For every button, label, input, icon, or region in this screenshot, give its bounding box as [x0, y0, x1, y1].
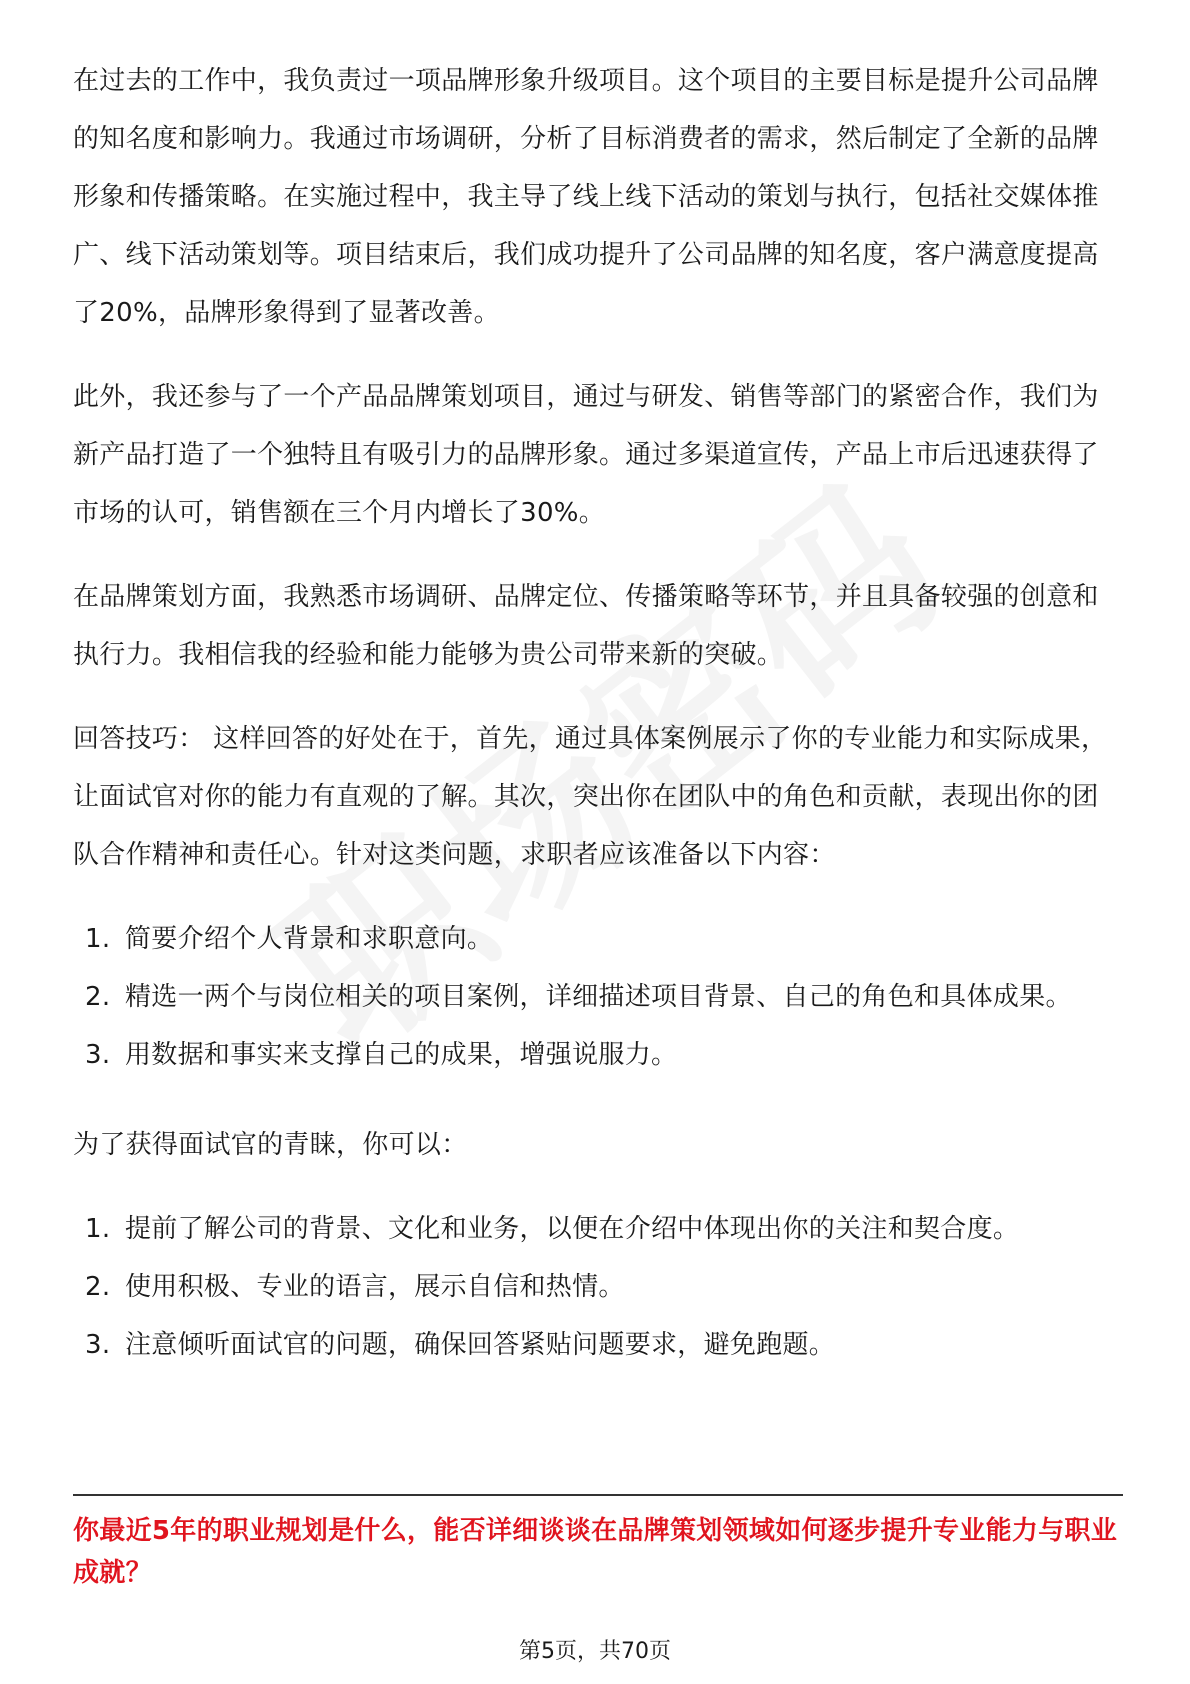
list-text: 精选一两个与岗位相关的项目案例，详细描述项目背景、自己的角色和具体成果。 — [125, 982, 1072, 1012]
list-number: 3. — [85, 1330, 111, 1360]
page-number: 第5页，共70页 — [519, 1639, 671, 1664]
paragraph-3: 在品牌策划方面，我熟悉市场调研、品牌定位、传播策略等环节，并且具备较强的创意和执行力。我相信我的经验和能力能够为贵公司带来新的突破。 — [73, 582, 1099, 670]
list-text: 注意倾听面试官的问题，确保回答紧贴问题要求，避免跑题。 — [125, 1330, 836, 1360]
tips-intro: 为了获得面试官的青睐，你可以： — [73, 1130, 468, 1160]
next-question-heading: 你最近5年的职业规划是什么，能否详细谈谈在品牌策划领域如何逐步提升专业能力与职业成就？ — [73, 1516, 1118, 1588]
list-item — [73, 1200, 1123, 1258]
list-number: 2. — [85, 982, 111, 1012]
list-item — [73, 910, 1123, 968]
list-item — [73, 1316, 1123, 1374]
tips-list — [73, 1200, 1123, 1374]
list-item — [73, 1258, 1123, 1316]
list-item — [73, 968, 1123, 1026]
paragraph-1: 在过去的工作中，我负责过一项品牌形象升级项目。这个项目的主要目标是提升公司品牌的知名度和影响力。我通过市场调研，分析了目标消费者的需求，然后制定了全新的品牌形象和传播策略。在实施过程中，我主导了线上线下活动的策划与执行，包括社交媒体推广、线下活动策划等。项目结束后，我们成功提升了公司品牌的知名度，客户满意度提高了20%，品牌形象得到了显著改善。 — [73, 66, 1099, 328]
document-body — [73, 52, 1123, 1406]
list-text: 用数据和事实来支撑自己的成果，增强说服力。 — [125, 1040, 678, 1070]
list-item — [73, 1026, 1123, 1084]
answer-tips: 回答技巧： 这样回答的好处在于，首先，通过具体案例展示了你的专业能力和实际成果，让面试官对你的能力有直观的了解。其次，突出你在团队中的角色和贡献，表现出你的团队合作精神和责任心。针对这类问题，求职者应该准备以下内容： — [73, 724, 1108, 870]
section-divider — [73, 1494, 1123, 1496]
preparation-list — [73, 910, 1123, 1084]
list-text: 提前了解公司的背景、文化和业务，以便在介绍中体现出你的关注和契合度。 — [125, 1214, 1020, 1244]
list-text: 使用积极、专业的语言，展示自信和热情。 — [125, 1272, 625, 1302]
list-text: 简要介绍个人背景和求职意向。 — [125, 924, 494, 954]
paragraph-2: 此外，我还参与了一个产品品牌策划项目，通过与研发、销售等部门的紧密合作，我们为新产品打造了一个独特且有吸引力的品牌形象。通过多渠道宣传，产品上市后迅速获得了市场的认可，销售额在三个月内增长了30%。 — [73, 382, 1099, 528]
list-number: 3. — [85, 1040, 111, 1070]
list-number: 1. — [85, 924, 111, 954]
list-number: 1. — [85, 1214, 111, 1244]
list-number: 2. — [85, 1272, 111, 1302]
